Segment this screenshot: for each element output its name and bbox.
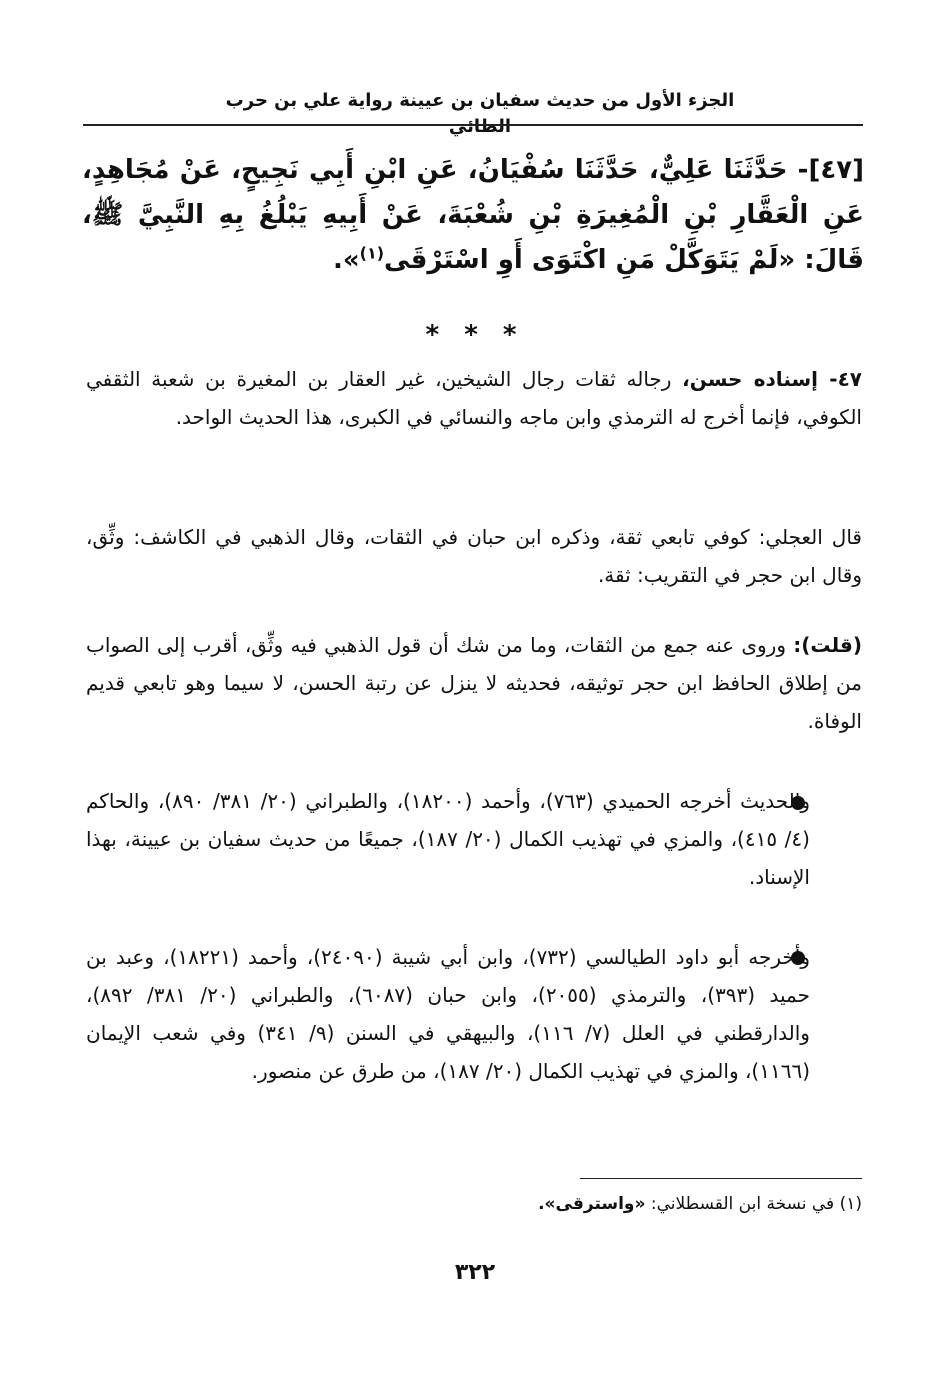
commentary-paragraph-3 [86, 626, 862, 740]
footnote-quote: «واسترقى». [538, 1194, 646, 1214]
commentary-text-1: رجاله ثقات رجال الشيخين، غير العقار بن المغيرة بن شعبة الثقفي الكوفي، فإنما أخرج له الترمذي وابن ماجه والنسائي في الكبرى، هذا الحديث الواحد. [86, 367, 862, 429]
footnote-reference: (١) [359, 243, 385, 263]
takhrij-item-2: وأخرجه أبو داود الطيالسي (٧٣٢)، وابن أبي شيبة (٢٤٠٩٠)، وأحمد (١٨٢٢١)، وعبد بن حميد (٣٩٣)، والترمذي (٢٠٥٥)، وابن حبان (٦٠٨٧)، والطبراني (٢٠/ ٣٨١/ ٨٩٢)، والدارقطني في العلل (٧/ ١١٦)، والبيهقي في السنن (٩/ ٣٤١) وفي شعب الإيمان (١١٦٦)، والمزي في تهذيب الكمال (٢٠/ ١٨٧)، من طرق عن منصور. [86, 945, 810, 1083]
footnote-rule [580, 1178, 862, 1179]
header-rule [83, 124, 863, 126]
commentary-paragraph-2 [86, 518, 862, 594]
commentary-paragraph-1 [86, 360, 862, 436]
running-header: الجزء الأول من حديث سفيان بن عيينة رواية علي بن حرب الطائي [225, 90, 735, 137]
page-number: ٣٢٢ [454, 1260, 496, 1285]
isnad-grading-label: ٤٧- إسناده حسن، [682, 367, 863, 391]
hadith-closing: ». [332, 245, 360, 275]
hadith-body: [٤٧]- حَدَّثَنَا عَلِيٌّ، حَدَّثَنَا سُفْيَانُ، عَنِ ابْنِ أَبِي نَجِيحٍ، عَنْ مُجَاهِدٍ، عَنِ الْعَقَّارِ بْنِ الْمُغِيرَةِ بْنِ شُعْبَةَ، عَنْ أَبِيهِ يَبْلُغُ بِهِ النَّبِيَّ ﷺ، قَالَ: «لَمْ يَتَوَكَّلْ مَنِ اكْتَوَى أَوِ اسْتَرْقَى [82, 155, 864, 275]
section-separator: * * * [425, 320, 525, 350]
footnote-text: في نسخة ابن القسطلاني: [645, 1194, 840, 1214]
commentary-text-3: وروى عنه جمع من الثقات، وما من شك أن قول الذهبي فيه وثِّق، أقرب إلى الصواب من إطلاق الحافظ ابن حجر توثيقه، فحديثه لا ينزل عن رتبة الحسن، لا سيما وهو تابعي قديم الوفاة. [86, 633, 862, 733]
footnote [380, 1190, 862, 1218]
takhrij-item-1: والحديث أخرجه الحميدي (٧٦٣)، وأحمد (١٨٢٠٠)، والطبراني (٢٠/ ٣٨١/ ٨٩٠)، والحاكم (٤/ ٤١٥)، والمزي في تهذيب الكمال (٢٠/ ١٨٧)، جميعًا من حديث سفيان بن عيينة، بهذا الإسناد. [86, 789, 810, 889]
commentary-text-2: قال العجلي: كوفي تابعي ثقة، وذكره ابن حبان في الثقات، وقال الذهبي في الكاشف: وثِّق، وقال ابن حجر في التقريب: ثقة. [86, 525, 862, 587]
footnote-number: (١) [839, 1194, 862, 1214]
hadith-text [82, 148, 864, 283]
qultu-label: (قلت): [793, 633, 862, 657]
